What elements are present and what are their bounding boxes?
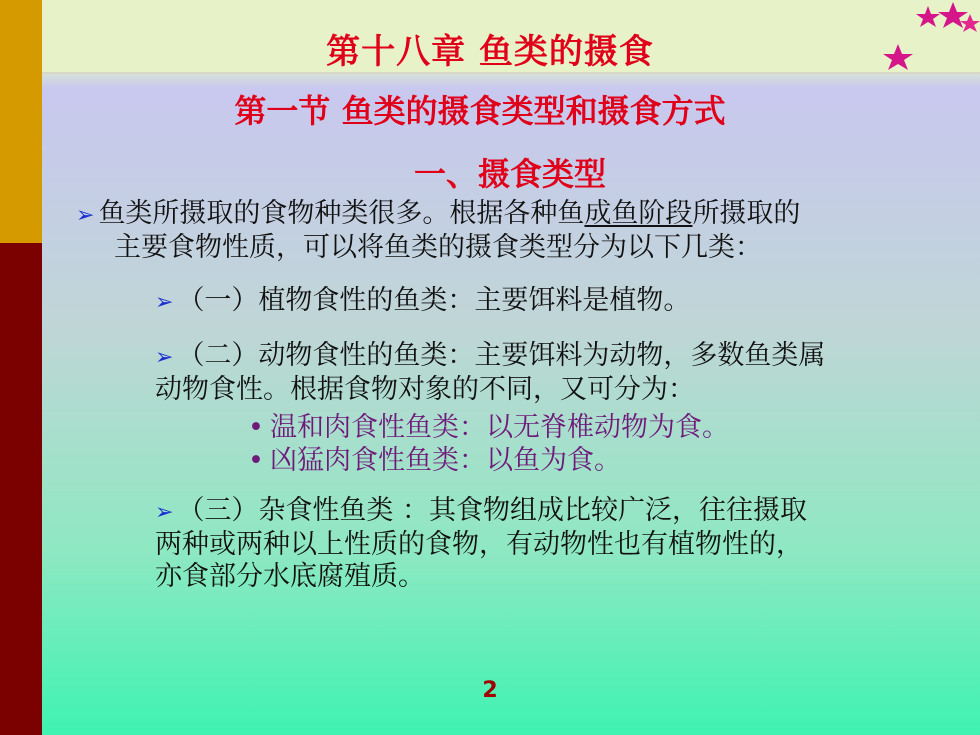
star-icon (883, 44, 913, 70)
arrow-bullet-icon: ➢ (76, 203, 95, 228)
omnivore-text-line1: （三）杂食性鱼类 ：其食物组成比较广泛，往往摄取 (177, 495, 808, 526)
chapter-title: 第十八章 鱼类的摄食 (326, 32, 654, 72)
dot-bullet-icon: • (248, 445, 264, 476)
section-title: 第一节 鱼类的摄食类型和摄食方式 (234, 92, 726, 130)
sub-item-fierce-carnivore (248, 445, 898, 477)
left-accent-bar-gold (0, 0, 42, 243)
arrow-bullet-icon: ➢ (155, 500, 174, 525)
carnivore-text-line2: 动物食性。根据食物对象的不同，又可分为： (155, 374, 695, 405)
intro-text-line2: 主要食物性质，可以将鱼类的摄食类型分为以下几类： (114, 232, 762, 263)
intro-text-suffix: 所摄取的 (692, 198, 801, 229)
star-icon (916, 6, 940, 27)
intro-text-underlined: 成鱼阶段 (584, 198, 693, 229)
arrow-bullet-icon: ➢ (155, 290, 174, 315)
herbivore-text: （一）植物食性的鱼类：主要饵料是植物。 (177, 285, 691, 316)
omnivore-text-line2: 两种或两种以上性质的食物，有动物性也有植物性的， (155, 529, 803, 560)
star-icon (938, 2, 968, 28)
mild-carnivore-text: 温和肉食性鱼类：以无脊椎动物为食。 (270, 412, 729, 443)
arrow-bullet-icon: ➢ (155, 345, 174, 370)
decorative-stars-icon (878, 0, 980, 80)
dot-bullet-icon: • (248, 412, 264, 443)
paragraph-carnivore (155, 340, 975, 406)
page-number: 2 (482, 678, 498, 703)
paragraph-intro (76, 198, 966, 264)
subsection-title: 一、摄食类型 (413, 155, 606, 193)
intro-text-prefix: 鱼类所摄取的食物种类很多。根据各种鱼 (98, 198, 585, 229)
omnivore-text-line3: 亦食部分水底腐殖质。 (155, 561, 425, 592)
left-accent-bar-maroon (0, 243, 42, 735)
carnivore-text-line1: （二）动物食性的鱼类：主要饵料为动物，多数鱼类属 (177, 340, 826, 371)
paragraph-omnivore (155, 495, 955, 593)
fierce-carnivore-text: 凶猛肉食性鱼类：以鱼为食。 (270, 445, 621, 476)
paragraph-herbivore (155, 285, 955, 319)
star-icon (960, 14, 980, 32)
sub-item-mild-carnivore (248, 412, 898, 444)
